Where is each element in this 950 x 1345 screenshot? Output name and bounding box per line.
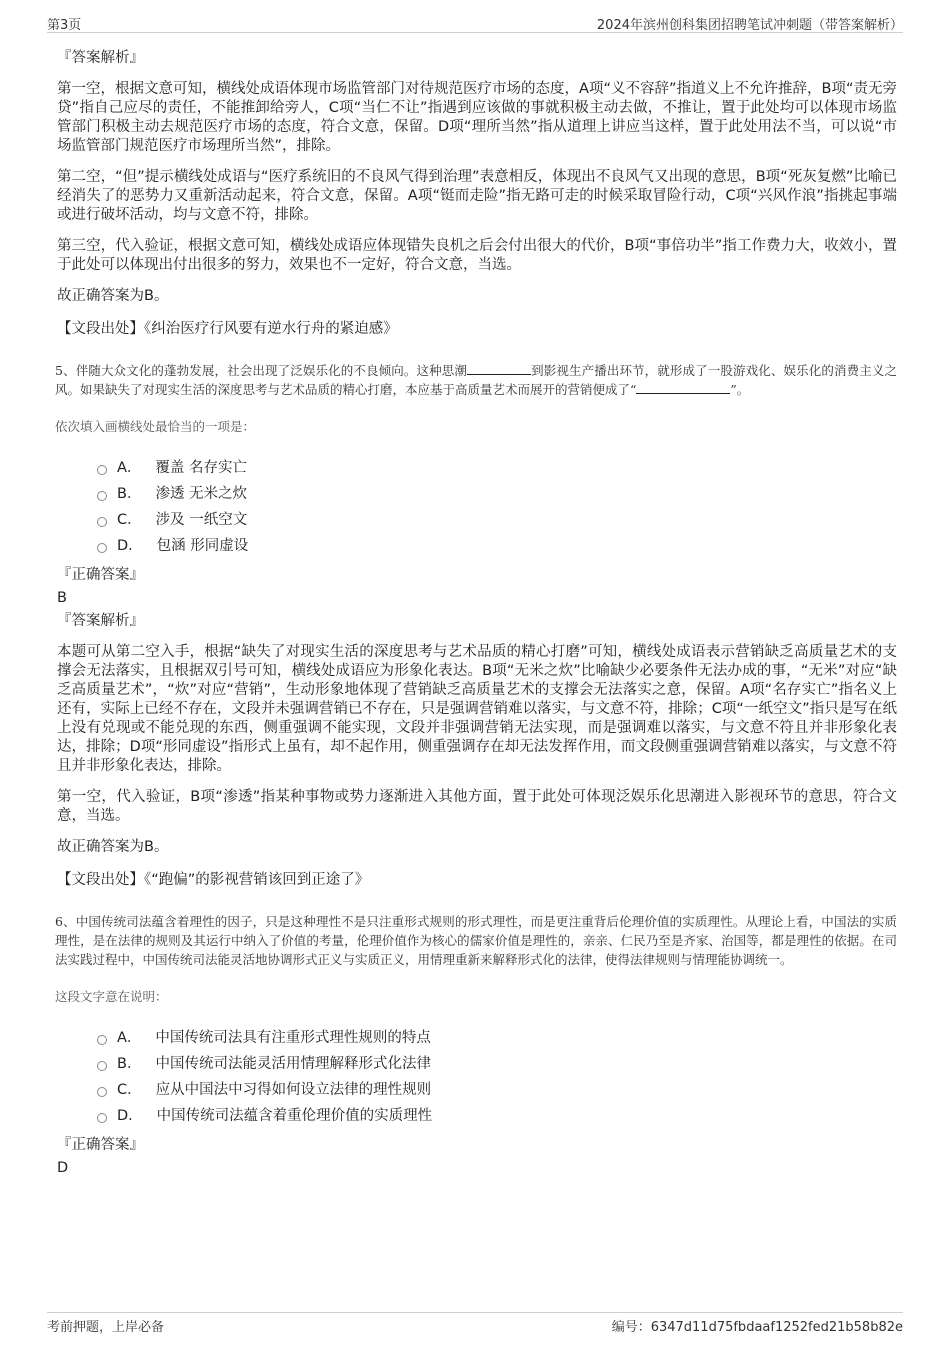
question-5-prompt: 依次填入画横线处最恰当的一项是： — [55, 419, 256, 434]
main-content — [55, 42, 897, 1177]
source-citation: 【文段出处】《纠治医疗行风要有逆水行舟的紧迫感》 — [57, 321, 398, 337]
document-title: 2024年滨州创科集团招聘笔试冲刺题（带答案解析） — [596, 18, 903, 33]
question-6-options — [97, 1025, 897, 1129]
question-5-options — [97, 455, 897, 559]
fill-blank — [467, 362, 531, 375]
analysis-paragraph: 第三空，代入验证，根据文意可知，横线处成语应体现错失良机之后会付出很大的代价，B项“事倍功半”指工作费力大，收效小，置于此处可以体现出付出很多的努力，效果也不一定好，符合文意，当选。 — [57, 238, 897, 273]
radio-button[interactable] — [97, 1087, 107, 1097]
radio-button[interactable] — [97, 517, 107, 527]
answer-analysis-heading: 『答案解析』 — [57, 50, 144, 66]
page-number: 第3页 — [47, 18, 82, 33]
correct-answer: D — [57, 1160, 69, 1176]
radio-button[interactable] — [97, 465, 107, 475]
footer-slogan: 考前押题，上岸必备 — [47, 1320, 165, 1335]
radio-button[interactable] — [97, 543, 107, 553]
analysis-paragraph: 第一空，根据文意可知，横线处成语体现市场监管部门对待规范医疗市场的态度，A项“义不容辞”指道义上不允许推辞，B项“责无旁贷”指自己应尽的责任，不能推卸给旁人，C项“当仁不让”指遇到应该做的事就积极主动去做，不推让，置于此处均可以体现市场监管部门积极主动去规范医疗市场的态度，符合文意，保留。D项“理所当然”指从道理上讲应当这样，置于此处用法不当，可以说“市场监管部门规范医疗市场理所当然”，排除。 — [57, 81, 897, 154]
correct-answer-heading: 『正确答案』 — [57, 1137, 144, 1153]
fill-blank — [636, 381, 730, 394]
analysis-conclusion: 故正确答案为B。 — [57, 288, 169, 304]
question-5-stem: 5、伴随大众文化的蓬勃发展，社会出现了泛娱乐化的不良倾向。这种思潮 到影视生产播出环节，就形成了一股游戏化、娱乐化的消费主义之风。如果缺失了对现实生活的深度思考与艺术品质的精心打磨，本应基于高质量艺术而展开的营销便成了“ ”。 — [55, 363, 897, 397]
radio-button[interactable] — [97, 1113, 107, 1123]
option-a[interactable]: A． 覆盖 名存实亡 — [97, 455, 897, 481]
option-c[interactable]: C． 应从中国法中习得如何设立法律的理性规则 — [97, 1077, 897, 1103]
option-b[interactable]: B． 中国传统司法能灵活用情理解释形式化法律 — [97, 1051, 897, 1077]
radio-button[interactable] — [97, 1035, 107, 1045]
answer-analysis-heading: 『答案解析』 — [57, 613, 144, 629]
question-6-prompt: 这段文字意在说明： — [55, 989, 168, 1004]
option-d[interactable]: D． 包涵 形同虚设 — [97, 533, 897, 559]
option-b[interactable]: B． 渗透 无米之炊 — [97, 481, 897, 507]
correct-answer: B — [57, 590, 67, 606]
option-c[interactable]: C． 涉及 一纸空文 — [97, 507, 897, 533]
correct-answer-heading: 『正确答案』 — [57, 567, 144, 583]
document-id: 编号：6347d11d75fbdaaf1252fed21b58b82e — [611, 1320, 903, 1335]
radio-button[interactable] — [97, 491, 107, 501]
analysis-paragraph: 第二空，“但”提示横线处成语与“医疗系统旧的不良风气得到治理”表意相反，体现出不良风气又出现的意思，B项“死灰复燃”比喻已经消失了的恶势力又重新活动起来，符合文意，保留。A项“铤而走险”指无路可走的时候采取冒险行动，C项“兴风作浪”指挑起事端或进行破坏活动，均与文意不符，排除。 — [57, 169, 897, 223]
option-a[interactable]: A． 中国传统司法具有注重形式理性规则的特点 — [97, 1025, 897, 1051]
source-citation: 【文段出处】《“跑偏”的影视营销该回到正途了》 — [57, 872, 370, 888]
question-6-stem: 6、中国传统司法蕴含着理性的因子，只是这种理性不是只注重形式规则的形式理性，而是更注重背后伦理价值的实质理性。从理论上看，中国法的实质理性，是在法律的规则及其运行中纳入了价值的考量，伦理价值作为核心的儒家价值是理性的，亲亲、仁民乃至是齐家、治国等，都是理性的依据。在司法实践过程中，中国传统司法能灵活地协调形式正义与实质正义，用情理重新来解释形式化的法律，使得法律规则与情理能协调统一。 — [55, 914, 897, 967]
page-footer — [47, 1312, 903, 1336]
option-d[interactable]: D． 中国传统司法蕴含着重伦理价值的实质理性 — [97, 1103, 897, 1129]
analysis-conclusion: 故正确答案为B。 — [57, 839, 169, 855]
analysis-paragraph: 第一空，代入验证，B项“渗透”指某种事物或势力逐渐进入其他方面，置于此处可体现泛娱乐化思潮进入影视环节的意思，符合文意，当选。 — [57, 789, 897, 824]
analysis-paragraph: 本题可从第二空入手，根据“缺失了对现实生活的深度思考与艺术品质的精心打磨”可知，横线处成语表示营销缺乏高质量艺术的支撑会无法落实，且根据双引号可知，横线处成语应为形象化表达。B项“无米之炊”比喻缺少必要条件无法办成的事，“无米”对应“缺乏高质量艺术”，“炊”对应“营销”，生动形象地体现了营销缺乏高质量艺术的支撑会无法落实之意，保留。A项“名存实亡”指名义上还有，实际上已经不存在，文段并未强调营销已不存在，只是强调营销难以落实，与文意不符，排除；C项“一纸空文”指只是写在纸上没有兑现或不能兑现的东西，侧重强调不能实现，文段并非强调营销无法实现，而是强调难以落实，与文意不符且并非形象化表达，排除；D项“形同虚设”指形式上虽有，却不起作用，侧重强调存在却无法发挥作用，而文段侧重强调营销难以落实，与文意不符且并非形象化表达，排除。 — [57, 644, 897, 774]
page-header — [47, 14, 903, 33]
radio-button[interactable] — [97, 1061, 107, 1071]
